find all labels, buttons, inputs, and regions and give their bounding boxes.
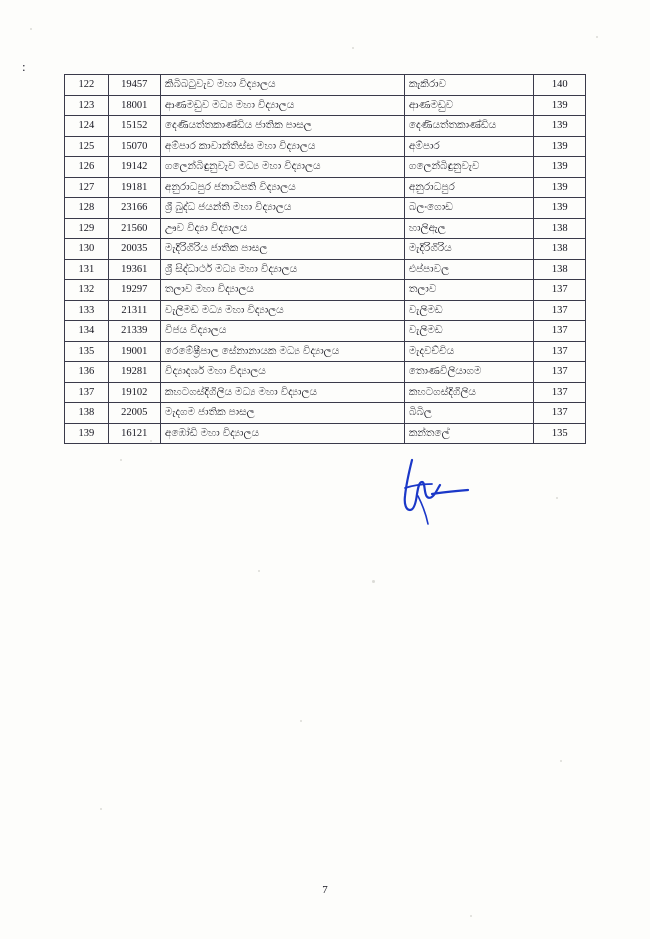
town-name: අනුරාධපුර xyxy=(404,177,534,198)
school-results-table xyxy=(64,74,586,444)
school-code: 19297 xyxy=(108,280,160,301)
school-name: මැදගම ජාතික පාසල xyxy=(160,403,404,424)
school-name: රෙමේෂ්‍රීපාල සේනානායක මධ්‍ය විද්‍යාලය xyxy=(160,341,404,362)
scan-speck xyxy=(258,570,260,572)
school-name: ගලෙන්බිඳුනුවැව මධ්‍ය මහා විද්‍යාලය xyxy=(160,157,404,178)
marks-value: 138 xyxy=(534,259,586,280)
school-code: 22005 xyxy=(108,403,160,424)
school-name: කිබිබටුවැව මහා විද්‍යාලය xyxy=(160,75,404,96)
table-row xyxy=(65,157,586,178)
table-row xyxy=(65,116,586,137)
marks-value: 137 xyxy=(534,280,586,301)
school-code: 19001 xyxy=(108,341,160,362)
table-row xyxy=(65,300,586,321)
row-number: 139 xyxy=(65,423,109,444)
school-name: ශ්‍රී බුද්ධ ජයන්ති මහා විද්‍යාලය xyxy=(160,198,404,219)
table-row xyxy=(65,321,586,342)
marks-value: 139 xyxy=(534,136,586,157)
marks-value: 140 xyxy=(534,75,586,96)
school-name: ශ්‍රී සිද්ධාර්ථ මධ්‍ය මහා විද්‍යාලය xyxy=(160,259,404,280)
school-code: 18001 xyxy=(108,95,160,116)
scan-speck xyxy=(560,760,562,762)
scan-speck xyxy=(120,459,122,461)
school-code: 21339 xyxy=(108,321,160,342)
table-row xyxy=(65,403,586,424)
school-name: වැලිමඩ මධ්‍ය මහා විද්‍යාලය xyxy=(160,300,404,321)
scan-speck xyxy=(470,915,472,917)
marks-value: 139 xyxy=(534,177,586,198)
table-row xyxy=(65,75,586,96)
marks-value: 137 xyxy=(534,382,586,403)
marks-value: 139 xyxy=(534,157,586,178)
table-row xyxy=(65,239,586,260)
signature-mark xyxy=(392,452,502,532)
row-number: 122 xyxy=(65,75,109,96)
marks-value: 137 xyxy=(534,300,586,321)
row-number: 128 xyxy=(65,198,109,219)
school-code: 15152 xyxy=(108,116,160,137)
school-code: 15070 xyxy=(108,136,160,157)
scan-speck xyxy=(352,47,354,49)
margin-colon-mark: : xyxy=(22,59,26,74)
scan-speck xyxy=(300,720,302,722)
row-number: 126 xyxy=(65,157,109,178)
town-name: මැදවච්චිය xyxy=(404,341,534,362)
school-code: 19361 xyxy=(108,259,160,280)
row-number: 125 xyxy=(65,136,109,157)
marks-value: 137 xyxy=(534,362,586,383)
scan-speck xyxy=(596,36,598,38)
school-code: 23166 xyxy=(108,198,160,219)
town-name: කැකිරාව xyxy=(404,75,534,96)
marks-value: 139 xyxy=(534,95,586,116)
row-number: 129 xyxy=(65,218,109,239)
table-row xyxy=(65,280,586,301)
table-row xyxy=(65,423,586,444)
row-number: 138 xyxy=(65,403,109,424)
school-code: 21560 xyxy=(108,218,160,239)
table-row xyxy=(65,95,586,116)
table-row xyxy=(65,136,586,157)
marks-value: 139 xyxy=(534,198,586,219)
town-name: එප්පාවල xyxy=(404,259,534,280)
table-row xyxy=(65,362,586,383)
school-name: අනුරාධපුර ජනාධිපති විද්‍යාලය xyxy=(160,177,404,198)
row-number: 127 xyxy=(65,177,109,198)
town-name: කහටගස්දිගිලිය xyxy=(404,382,534,403)
town-name: බිබිල xyxy=(404,403,534,424)
marks-value: 137 xyxy=(534,403,586,424)
school-code: 19281 xyxy=(108,362,160,383)
town-name: වැලිමඩ xyxy=(404,300,534,321)
scan-speck xyxy=(372,580,375,583)
row-number: 136 xyxy=(65,362,109,383)
school-name: අම්පාර කාවාන්තිස්ස මහා විද්‍යාලය xyxy=(160,136,404,157)
row-number: 124 xyxy=(65,116,109,137)
town-name: ආණමඩුව xyxy=(404,95,534,116)
row-number: 133 xyxy=(65,300,109,321)
school-code: 19181 xyxy=(108,177,160,198)
row-number: 131 xyxy=(65,259,109,280)
school-name: විජය විද්‍යාලය xyxy=(160,321,404,342)
row-number: 134 xyxy=(65,321,109,342)
school-code: 16121 xyxy=(108,423,160,444)
row-number: 132 xyxy=(65,280,109,301)
school-name: දෙණියත්තකාණ්ඩිය ජාතික පාසල xyxy=(160,116,404,137)
town-name: කන්තලේ xyxy=(404,423,534,444)
town-name: හාලිඇල xyxy=(404,218,534,239)
school-name: විද්‍යාදර්ශ මහා විද්‍යාලය xyxy=(160,362,404,383)
table-row xyxy=(65,177,586,198)
scan-speck xyxy=(100,808,102,810)
school-code: 20035 xyxy=(108,239,160,260)
town-name: තලාව xyxy=(404,280,534,301)
school-code: 21311 xyxy=(108,300,160,321)
marks-value: 138 xyxy=(534,239,586,260)
table-row xyxy=(65,382,586,403)
row-number: 135 xyxy=(65,341,109,362)
marks-value: 137 xyxy=(534,341,586,362)
row-number: 123 xyxy=(65,95,109,116)
school-name: මැදිරිගිරිය ජාතික පාසල xyxy=(160,239,404,260)
school-code: 19457 xyxy=(108,75,160,96)
page-number: 7 xyxy=(322,884,328,896)
scan-speck xyxy=(556,497,558,499)
table-row xyxy=(65,341,586,362)
marks-value: 139 xyxy=(534,116,586,137)
marks-value: 135 xyxy=(534,423,586,444)
school-name: කහටගස්දිගිලිය මධ්‍ය මහා විද්‍යාලය xyxy=(160,382,404,403)
town-name: මැදිරිගිරිය xyxy=(404,239,534,260)
school-name: ආණමඩුව මධ්‍ය මහා විද්‍යාලය xyxy=(160,95,404,116)
town-name: තොණවිලියාගම xyxy=(404,362,534,383)
table-row xyxy=(65,198,586,219)
town-name: දෙණියත්තකාණ්ඩිය xyxy=(404,116,534,137)
marks-value: 138 xyxy=(534,218,586,239)
school-name: ඌව විද්‍යා විද්‍යාලය xyxy=(160,218,404,239)
town-name: අම්පාර xyxy=(404,136,534,157)
school-code: 19102 xyxy=(108,382,160,403)
school-name: අඹෝඩි මහා විද්‍යාලය xyxy=(160,423,404,444)
scan-speck xyxy=(30,28,32,30)
table-row xyxy=(65,259,586,280)
row-number: 137 xyxy=(65,382,109,403)
town-name: බලංගොඩ xyxy=(404,198,534,219)
table-body xyxy=(65,75,586,444)
row-number: 130 xyxy=(65,239,109,260)
school-name: තලාව මහා විද්‍යාලය xyxy=(160,280,404,301)
table-row xyxy=(65,218,586,239)
school-code: 19142 xyxy=(108,157,160,178)
town-name: ගලෙන්බිඳුනුවැව xyxy=(404,157,534,178)
marks-value: 137 xyxy=(534,321,586,342)
town-name: වැලිමඩ xyxy=(404,321,534,342)
